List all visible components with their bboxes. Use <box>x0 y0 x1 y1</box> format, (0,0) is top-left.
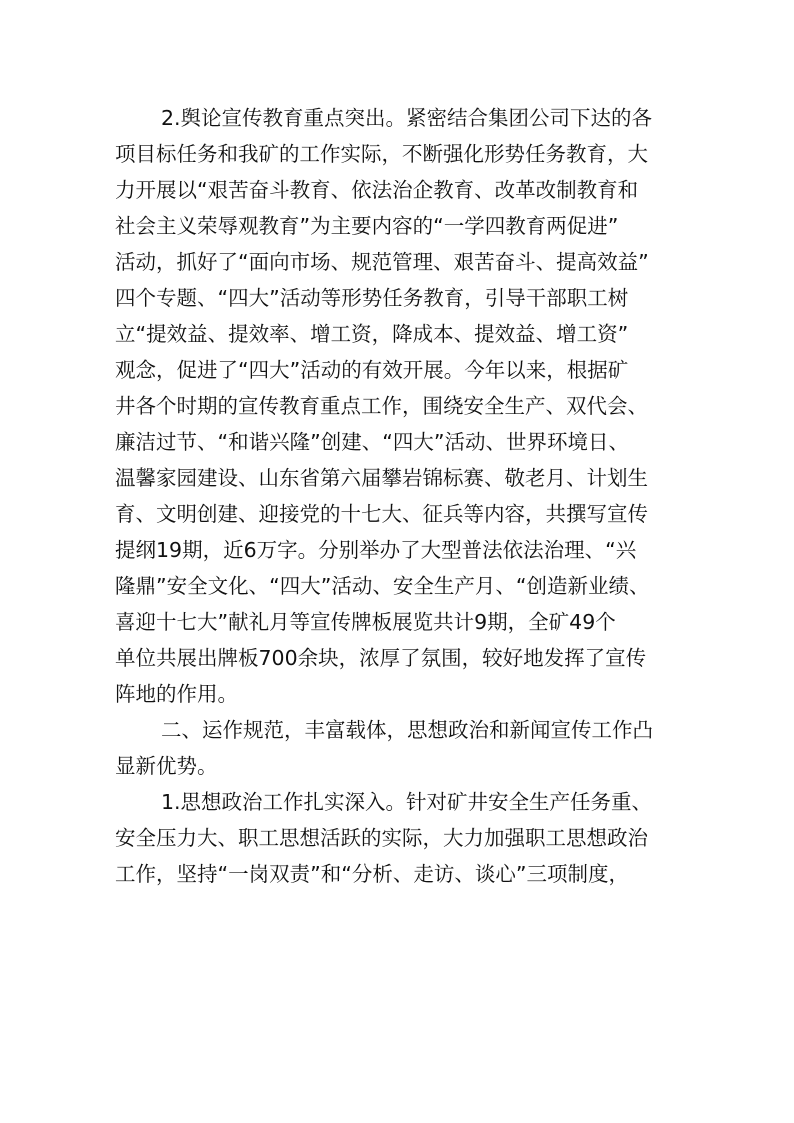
text-line: 提纲19期，近6万字。分别举办了大型普法依法治理、“兴 <box>115 538 637 562</box>
text-line: 四个专题、“四大”活动等形势任务教育，引导干部职工树 <box>115 286 629 310</box>
section-heading-paragraph <box>115 712 685 784</box>
text-line: 井各个时期的宣传教育重点工作，围绕安全生产、双代会、 <box>115 394 648 418</box>
section-heading-line: 显新优势。 <box>115 754 218 778</box>
text-line: 项目标任务和我矿的工作实际，不断强化形势任务教育，大 <box>115 142 648 166</box>
text-line: 工作，坚持“一岗双责”和“分析、走访、谈心”三项制度， <box>115 862 629 886</box>
text-line: 喜迎十七大”献礼月等宣传牌板展览共计9期，全矿49个 <box>115 610 616 634</box>
text-line: 廉洁过节、“和谐兴隆”创建、“四大”活动、世界环境日、 <box>115 430 629 454</box>
text-line: 活动，抓好了“面向市场、规范管理、艰苦奋斗、提高效益” <box>115 250 649 274</box>
text-line: 观念，促进了“四大”活动的有效开展。今年以来，根据矿 <box>115 358 629 382</box>
text-line: 1.思想政治工作扎实深入。针对矿井安全生产任务重、 <box>161 790 653 814</box>
paragraph-propaganda-education <box>115 100 685 712</box>
text-line: 隆鼎”安全文化、“四大”活动、安全生产月、“创造新业绩、 <box>115 574 650 598</box>
text-line: 立“提效益、提效率、增工资，降成本、提效益、增工资” <box>115 322 629 346</box>
section-heading-line: 二、运作规范，丰富载体，思想政治和新闻宣传工作凸 <box>161 718 653 742</box>
paragraph-ideological-work <box>115 784 685 892</box>
text-line: 安全压力大、职工思想活跃的实际，大力加强职工思想政治 <box>115 826 648 850</box>
text-line: 2.舆论宣传教育重点突出。紧密结合集团公司下达的各 <box>161 106 653 130</box>
text-line: 阵地的作用。 <box>115 682 238 706</box>
text-line: 育、文明创建、迎接党的十七大、征兵等内容，共撰写宣传 <box>115 502 648 526</box>
document-body <box>115 100 685 892</box>
text-line: 温馨家园建设、山东省第六届攀岩锦标赛、敬老月、计划生 <box>115 466 648 490</box>
text-line: 力开展以“艰苦奋斗教育、依法治企教育、改革改制教育和 <box>115 178 639 202</box>
text-line: 社会主义荣辱观教育”为主要内容的“一学四教育两促进” <box>115 214 619 238</box>
text-line: 单位共展出牌板700余块，浓厚了氛围，较好地发挥了宣传 <box>115 646 647 670</box>
